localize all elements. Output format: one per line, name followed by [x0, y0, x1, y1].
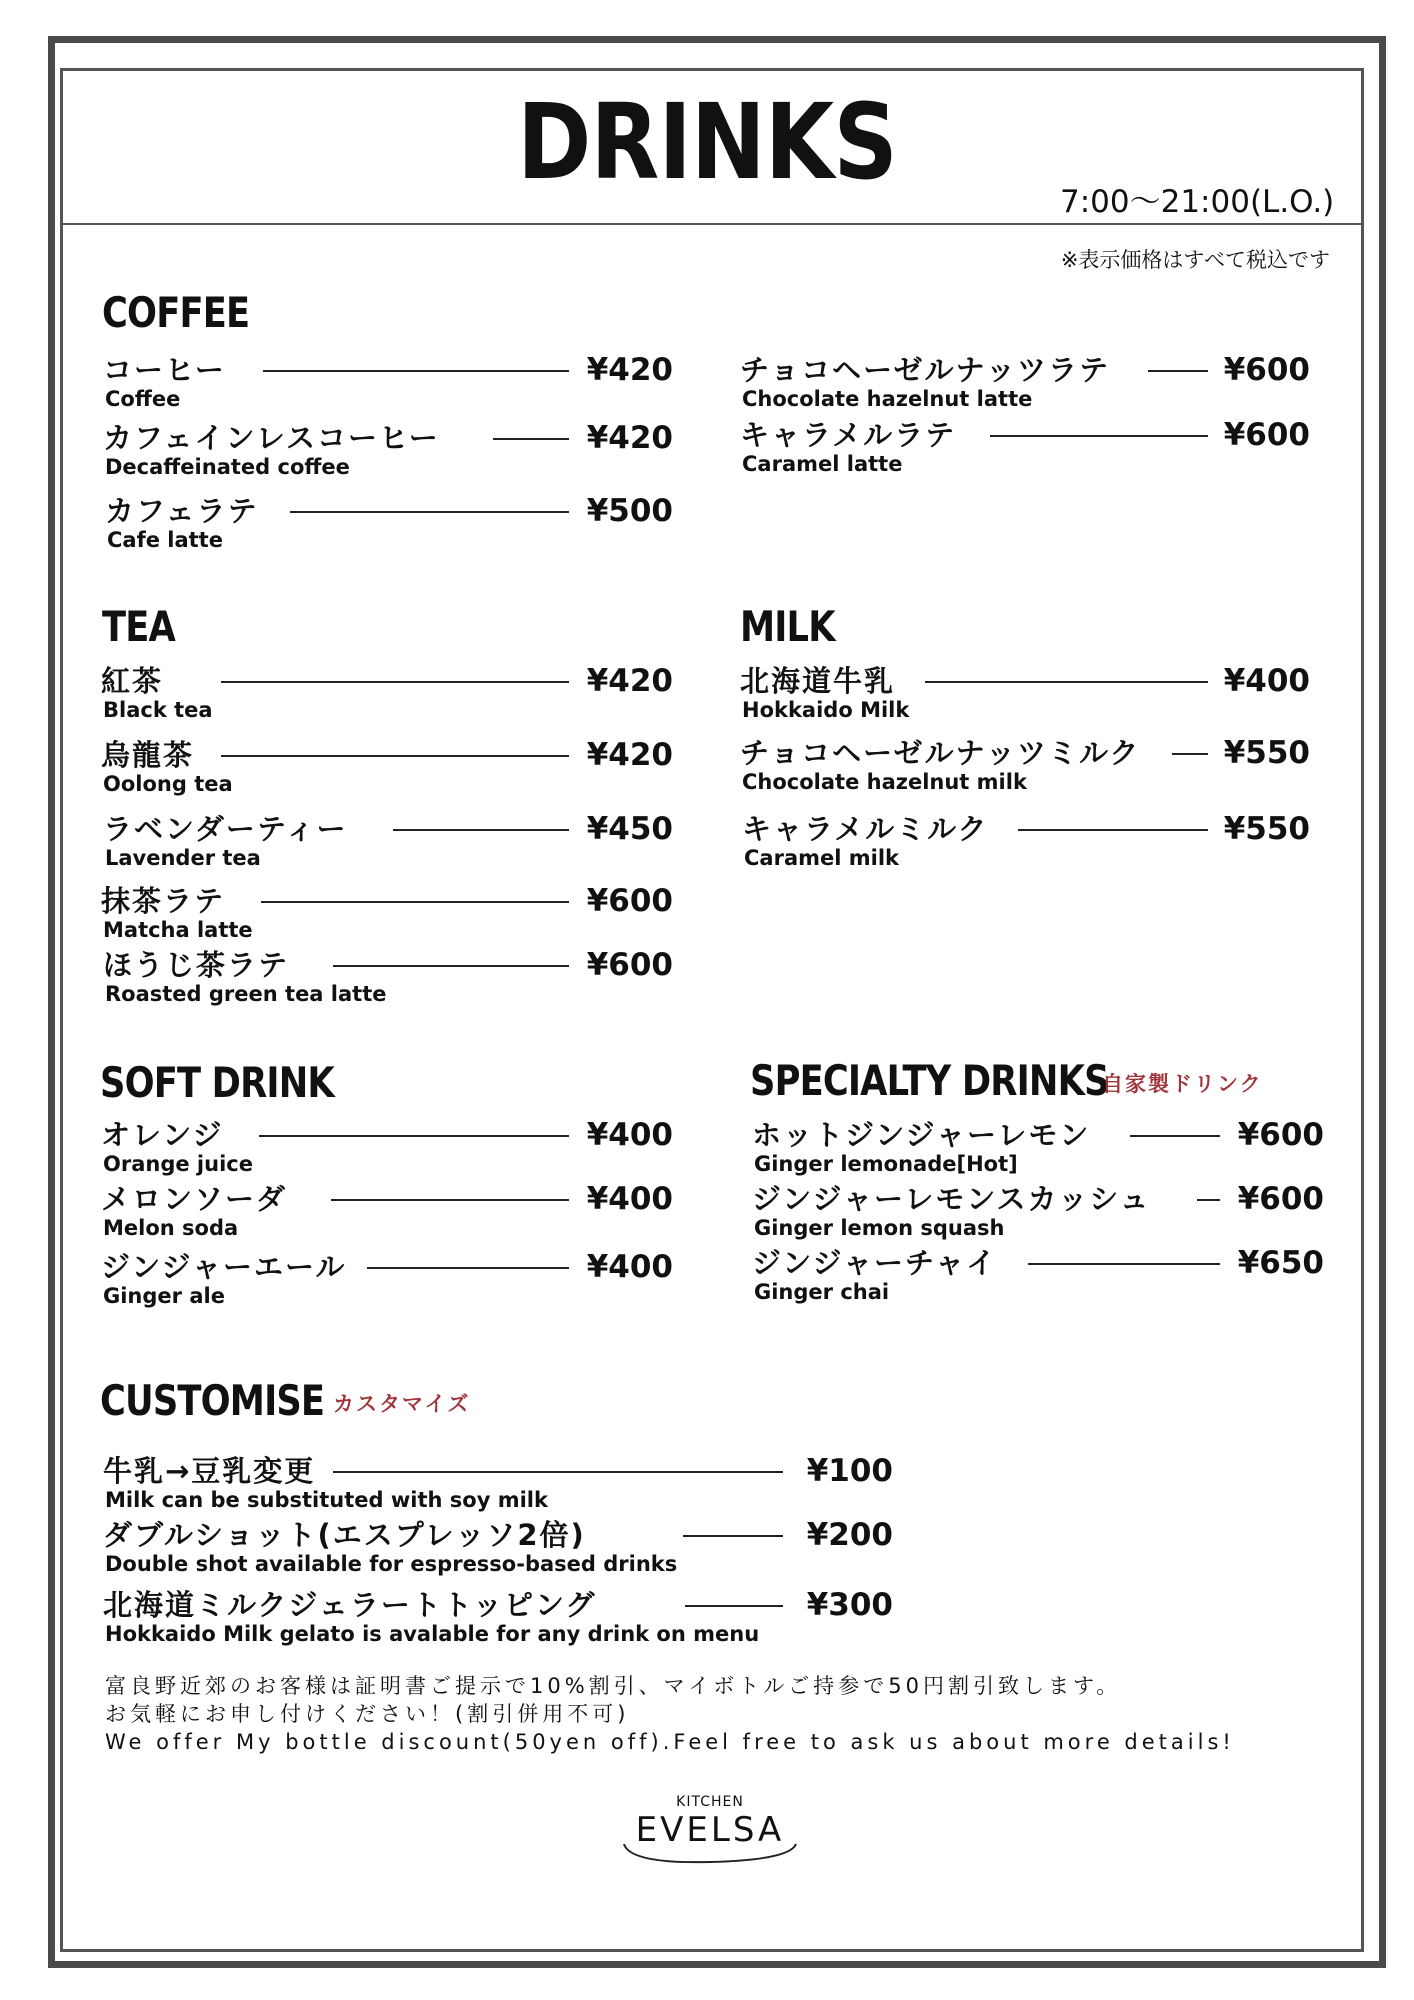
- leader-line: [221, 681, 569, 683]
- menu-item: [105, 494, 673, 554]
- item-name-jp: チョコヘーゼルナッツラテ: [740, 353, 1114, 387]
- discount-note-line-1: 富良野近郊のお客様は証明書ご提示で10%割引、マイボトルご持参で50円割引致します。: [105, 1674, 1122, 1698]
- item-price: ¥450: [586, 811, 673, 847]
- leader-line: [1197, 1199, 1220, 1201]
- menu-item: [103, 353, 673, 413]
- menu-item: [752, 1118, 1324, 1178]
- leader-line: [367, 1267, 569, 1269]
- leader-line: [1172, 753, 1208, 755]
- discount-note-line-2: お気軽にお申し付けください！(割引併用不可): [105, 1702, 630, 1726]
- item-price: ¥550: [1223, 735, 1310, 771]
- section-subtitle-specialty: 自家製ドリンク: [1102, 1072, 1263, 1096]
- item-name-en: Hokkaido Milk gelato is avalable for any drink on menu: [105, 1622, 760, 1646]
- leader-line: [263, 370, 569, 372]
- section-title-milk: MILK: [740, 602, 835, 651]
- item-name-jp: キャラメルラテ: [740, 418, 960, 452]
- item-name-jp: カフェインレスコーヒー: [103, 421, 444, 455]
- item-name-en: Matcha latte: [103, 918, 253, 942]
- item-name-en: Lavender tea: [105, 846, 261, 870]
- leader-line: [261, 901, 569, 903]
- menu-item: [740, 664, 1310, 724]
- leader-line: [331, 1199, 569, 1201]
- item-name-jp: 紅茶: [101, 664, 167, 698]
- leader-line: [333, 965, 569, 967]
- item-name-jp: チョコヘーゼルナッツミルク: [740, 736, 1144, 770]
- logo-swoosh-icon: [620, 1838, 800, 1868]
- menu-item: [101, 1118, 673, 1178]
- item-name-jp: 北海道牛乳: [740, 664, 899, 698]
- item-price: ¥600: [1223, 352, 1310, 388]
- leader-line: [683, 1535, 783, 1537]
- item-name-en: Ginger lemon squash: [754, 1216, 1005, 1240]
- section-title-specialty: SPECIALTY DRINKS: [750, 1056, 1109, 1105]
- menu-item: [740, 353, 1310, 413]
- item-name-jp: オレンジ: [101, 1118, 228, 1152]
- item-price: ¥600: [1237, 1181, 1324, 1217]
- item-price: ¥100: [806, 1453, 893, 1489]
- item-name-jp: カフェラテ: [105, 494, 263, 528]
- item-price: ¥400: [586, 1117, 673, 1153]
- item-name-jp: ラベンダーティー: [103, 812, 352, 846]
- item-name-en: Melon soda: [103, 1216, 239, 1240]
- item-price: ¥600: [1237, 1117, 1324, 1153]
- item-name-en: Ginger ale: [103, 1284, 225, 1308]
- item-name-en: Caramel milk: [744, 846, 899, 870]
- leader-line: [685, 1605, 783, 1607]
- item-name-jp: 抹茶ラテ: [101, 884, 229, 918]
- item-name-en: Decaffeinated coffee: [105, 455, 350, 479]
- section-title-tea: TEA: [102, 602, 175, 651]
- item-price: ¥600: [586, 883, 673, 919]
- leader-line: [1018, 829, 1208, 831]
- item-price: ¥600: [586, 947, 673, 983]
- menu-item: [740, 736, 1310, 796]
- leader-line: [259, 1135, 569, 1137]
- inner-frame: [60, 68, 1364, 1952]
- item-price: ¥420: [586, 420, 673, 456]
- menu-item: [740, 418, 1310, 478]
- menu-item: [101, 1182, 673, 1242]
- leader-line: [925, 681, 1208, 683]
- item-name-jp: 烏龍茶: [101, 738, 198, 772]
- menu-item: [101, 1250, 673, 1310]
- section-subtitle-customise: カスタマイズ: [333, 1392, 471, 1416]
- leader-line: [290, 511, 569, 513]
- item-name-en: Milk can be substituted with soy milk: [105, 1488, 548, 1512]
- item-name-jp: 北海道ミルクジェラートトッピング: [103, 1588, 600, 1622]
- item-name-jp: ホットジンジャーレモン: [752, 1118, 1094, 1152]
- item-name-jp: キャラメルミルク: [742, 812, 993, 846]
- item-price: ¥400: [586, 1249, 673, 1285]
- item-name-en: Hokkaido Milk: [742, 698, 910, 722]
- opening-hours: 7:00～21:00(L.O.): [1060, 184, 1335, 220]
- menu-item: [103, 1588, 893, 1648]
- discount-note-line-3: We offer My bottle discount(50yen off).Feel free to ask us about more details!: [105, 1730, 1235, 1754]
- logo-brand-text: EVELSA: [635, 1810, 785, 1850]
- tax-note: ※表示価格はすべて税込です: [1060, 248, 1330, 272]
- item-name-en: Chocolate hazelnut milk: [742, 770, 1027, 794]
- item-name-jp: メロンソーダ: [101, 1182, 291, 1216]
- leader-line: [333, 1471, 783, 1473]
- menu-item: [752, 1182, 1324, 1242]
- item-price: ¥400: [1223, 663, 1310, 699]
- item-name-jp: ジンジャーチャイ: [752, 1246, 1001, 1280]
- item-name-en: Roasted green tea latte: [105, 982, 387, 1006]
- item-name-en: Ginger chai: [754, 1280, 890, 1304]
- item-price: ¥400: [586, 1181, 673, 1217]
- menu-item: [103, 1454, 893, 1514]
- item-name-en: Ginger lemonade[Hot]: [754, 1152, 1018, 1176]
- logo-kitchen-text: KITCHEN: [676, 1794, 744, 1810]
- item-price: ¥600: [1223, 417, 1310, 453]
- item-price: ¥420: [586, 352, 673, 388]
- item-name-jp: ジンジャーレモンスカッシュ: [752, 1182, 1155, 1216]
- item-name-en: Double shot available for espresso-based drinks: [105, 1552, 678, 1576]
- item-price: ¥550: [1223, 811, 1310, 847]
- section-title-coffee: COFFEE: [102, 288, 250, 337]
- menu-item: [101, 738, 673, 798]
- item-name-en: Oolong tea: [103, 772, 233, 796]
- leader-line: [1130, 1135, 1220, 1137]
- item-name-en: Black tea: [103, 698, 213, 722]
- menu-item: [103, 421, 673, 481]
- leader-line: [493, 438, 569, 440]
- item-name-jp: ダブルショット(エスプレッソ2倍): [103, 1518, 590, 1552]
- item-name-en: Caramel latte: [742, 452, 903, 476]
- item-name-jp: ほうじ茶ラテ: [103, 948, 293, 982]
- item-name-jp: ジンジャーエール: [101, 1250, 350, 1284]
- leader-line: [393, 829, 569, 831]
- item-name-en: Orange juice: [103, 1152, 253, 1176]
- item-name-en: Coffee: [105, 387, 181, 411]
- item-name-en: Chocolate hazelnut latte: [742, 387, 1033, 411]
- item-price: ¥650: [1237, 1245, 1324, 1281]
- brand-logo: [600, 1794, 820, 1884]
- leader-line: [990, 435, 1208, 437]
- menu-item: [103, 948, 673, 1008]
- leader-line: [1028, 1263, 1220, 1265]
- item-name-jp: 牛乳→豆乳変更: [103, 1454, 319, 1488]
- item-name-jp: コーヒー: [103, 353, 230, 387]
- leader-line: [1148, 370, 1208, 372]
- item-price: ¥420: [586, 663, 673, 699]
- item-price: ¥500: [586, 493, 673, 529]
- menu-item: [752, 1246, 1324, 1306]
- menu-item: [103, 1518, 893, 1578]
- item-name-en: Cafe latte: [107, 528, 223, 552]
- discount-note: [105, 1672, 1235, 1756]
- item-price: ¥200: [806, 1517, 893, 1553]
- section-title-customise: CUSTOMISE: [100, 1376, 325, 1425]
- menu-item: [103, 812, 673, 872]
- menu-item: [101, 664, 673, 724]
- item-price: ¥420: [586, 737, 673, 773]
- item-price: ¥300: [806, 1587, 893, 1623]
- header-divider: [60, 223, 1364, 225]
- menu-item: [742, 812, 1310, 872]
- section-title-soft-drink: SOFT DRINK: [100, 1058, 334, 1107]
- leader-line: [221, 755, 569, 757]
- page-title: DRINKS: [517, 81, 897, 203]
- menu-item: [101, 884, 673, 944]
